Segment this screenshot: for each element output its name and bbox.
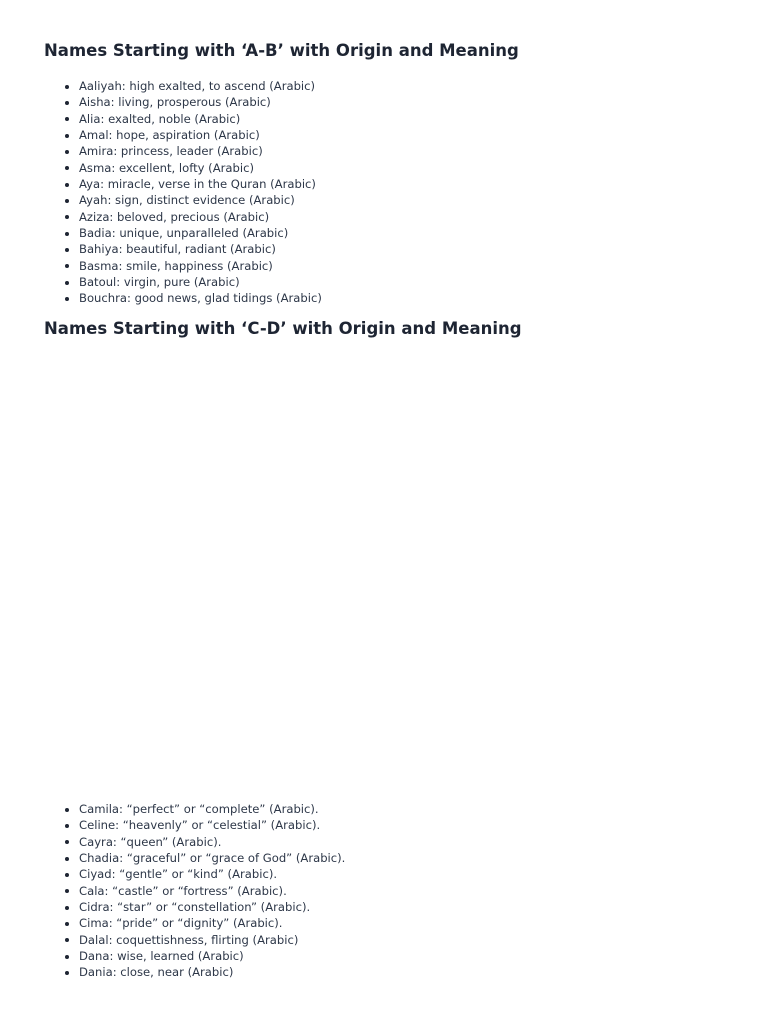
list-item: Aisha: living, prosperous (Arabic) [79,94,322,110]
list-item: Cima: “pride” or “dignity” (Arabic). [79,915,345,931]
list-item: Alia: exalted, noble (Arabic) [79,111,322,127]
list-item: Cala: “castle” or “fortress” (Arabic). [79,883,345,899]
list-item: Dana: wise, learned (Arabic) [79,948,345,964]
list-item: Cayra: “queen” (Arabic). [79,834,345,850]
list-item: Asma: excellent, lofty (Arabic) [79,160,322,176]
blank-ad-space [44,352,724,788]
list-item: Celine: “heavenly” or “celestial” (Arabic). [79,817,345,833]
list-item: Bouchra: good news, glad tidings (Arabic) [79,291,322,306]
list-item: Aaliyah: high exalted, to ascend (Arabic) [79,78,322,94]
list-item: Amira: princess, leader (Arabic) [79,143,322,159]
list-item: Badia: unique, unparalleled (Arabic) [79,225,322,241]
list-item: Amal: hope, aspiration (Arabic) [79,127,322,143]
list-item: Batoul: virgin, pure (Arabic) [79,274,322,290]
list-item: Chadia: “graceful” or “grace of God” (Arabic). [79,851,346,866]
list-item: Ayah: sign, distinct evidence (Arabic) [79,192,322,208]
list-item: Dalal: coquettishness, flirting (Arabic) [79,932,345,948]
section-heading-c-d: Names Starting with ‘C-D’ with Origin and Meaning [44,319,522,338]
list-item: Ciyad: “gentle” or “kind” (Arabic). [79,866,345,882]
list-item: Basma: smile, happiness (Arabic) [79,258,322,274]
list-item: Aziza: beloved, precious (Arabic) [79,209,322,225]
section-heading-a-b: Names Starting with ‘A-B’ with Origin and Meaning [44,41,519,60]
list-item: Camila: “perfect” or “complete” (Arabic). [79,801,345,817]
names-list-a-b [0,78,322,307]
list-item: Dania: close, near (Arabic) [79,964,345,980]
list-item: Aya: miracle, verse in the Quran (Arabic) [79,176,322,192]
list-item: Cidra: “star” or “constellation” (Arabic). [79,899,345,915]
names-list-c-d [0,801,345,981]
list-item: Bahiya: beautiful, radiant (Arabic) [79,241,322,257]
